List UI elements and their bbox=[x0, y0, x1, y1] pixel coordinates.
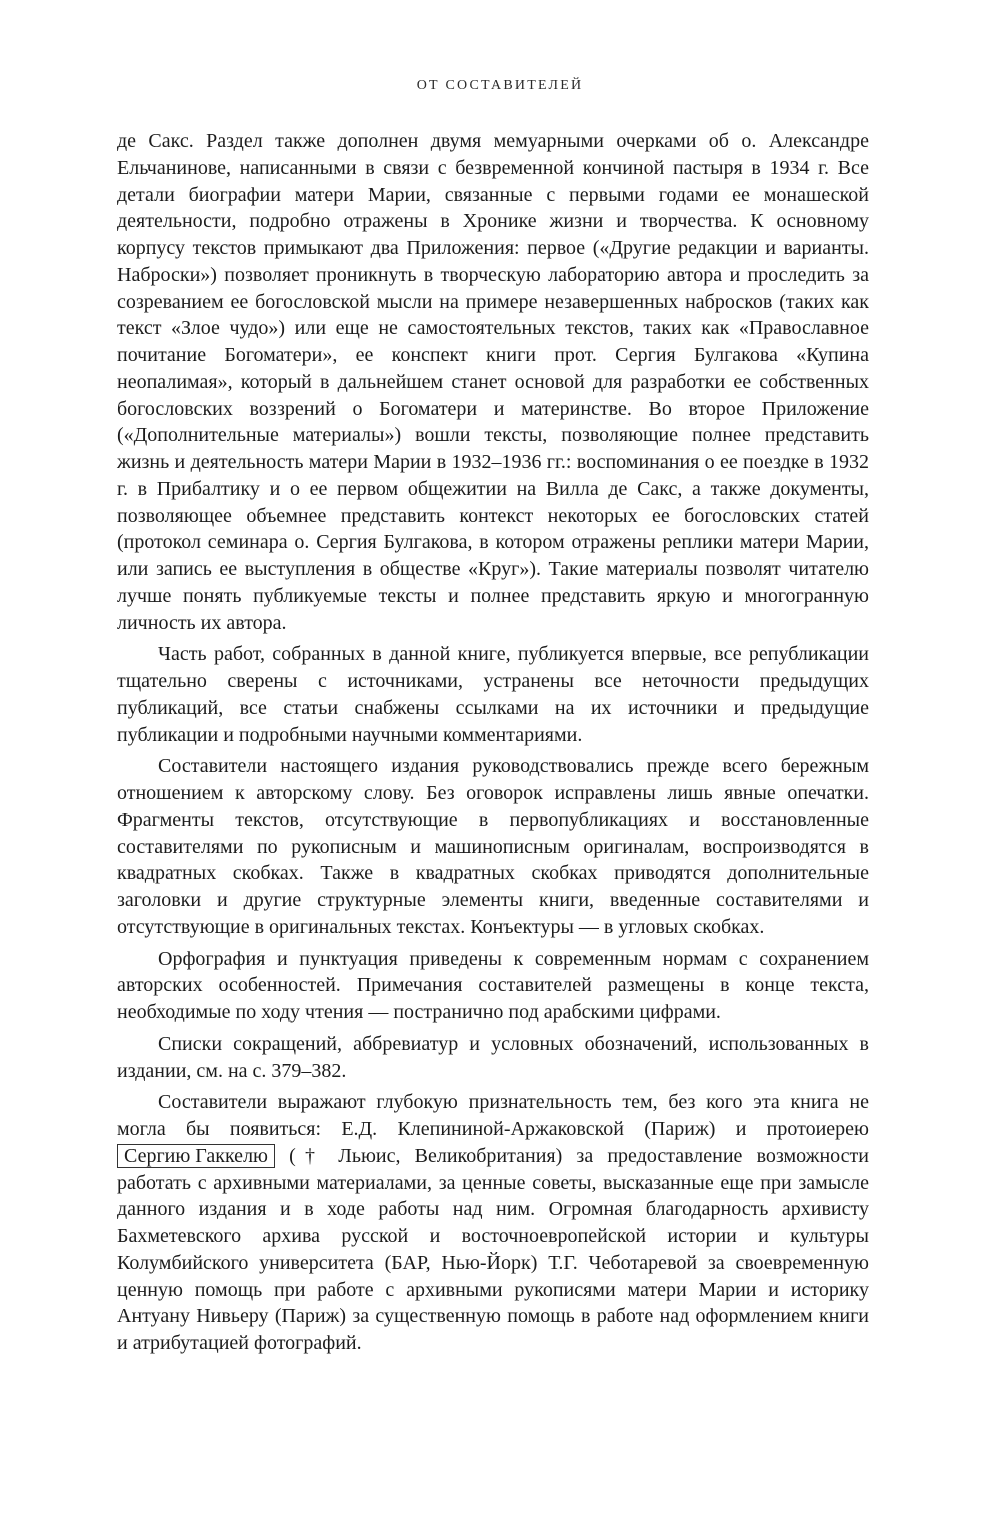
paragraph-publications: Часть работ, собранных в данной книге, публикуется впервые, все републикации тщательно сверены с источниками, устранены все неточности предыдущих публикаций, все статьи снабжены ссылками на их источники и предыдущие публикации и подробными научными комментариями. bbox=[117, 643, 869, 746]
acknowledgements-text-end: († Льюис, Великобритания) за предоставление возможности работать с архивными материалами, за ценные советы, высказанные еще при замысле данного издания и в ходе работы над ним. Огромная благодарность архивисту Бахметевского архива русской и восточноевропейской истории и культуры Колумбийского университета (БАР, Нью-Йорк) Т.Г. Чеботаревой за своевременную ценную помощь при работе с архивными рукописями матери Марии и историку Антуану Нивьеру (Париж) за существенную помощь в работе над оформлением книги и атрибутацией фотографий. bbox=[117, 1144, 869, 1354]
paragraph-continuation: де Сакс. Раздел также дополнен двумя мемуарными очерками об о. Александре Ельчанинове, написанными в связи с безвременной кончиной пастыря в 1934 г. Все детали биографии матери Марии, связанные с первыми годами ее монашеской деятельности, подробно отражены в Хронике жизни и творчества. К основному корпусу текстов примыкают два Приложения: первое («Другие редакции и варианты. Наброски») позволяет проникнуть в творческую лабораторию автора и проследить за созреванием ее богословской мысли на примере незавершенных набросков (таких как текст «Злое чудо») или еще не самостоятельных текстов, таких как «Православное почитание Богоматери», ее конспект книги прот. Сергия Булгакова «Купина неопалимая», который в дальнейшем станет основой для разработки ее собственных богословских воззрений о Богоматери и материнстве. Во второе Приложение («Дополнительные материалы») вошли тексты, позволяющие полнее представить жизнь и деятельность матери Марии в 1932–1936 гг.: воспоминания о ее поездке в 1932 г. в Прибалтику и о ее первом общежитии на Вилла де Сакс, а также документы, позволяющее объемнее представить контекст некоторых ее богословских статей (протокол семинара о. Сергия Булгакова, в котором отражены реплики матери Марии, или запись ее выступления в обществе «Круг»). Такие материалы позволят читателю лучше понять публикуемые тексты и полнее представить яркую и многогранную личность их автора. bbox=[117, 130, 869, 634]
framed-name-memorial: Сергию Гаккелю bbox=[117, 1144, 275, 1168]
paragraph-editorial-principles: Составители настоящего издания руководствовались прежде всего бережным отношением к авторскому слову. Без оговорок исправлены лишь явные опечатки. Фрагменты текстов, отсутствующие в первопубликациях и восстановленные составителями по рукописным и машинописным оригиналам, воспроизводятся в квадратных скобках. Также в квадратных скобках приводятся дополнительные заголовки и другие структурные элементы книги, введенные составителями и отсутствующие в оригинальных текстах. Конъектуры — в угловых скобках. bbox=[117, 755, 869, 938]
paragraph-orthography: Орфография и пунктуация приведены к современным нормам с сохранением авторских особенностей. Примечания составителей размещены в конце текста, необходимые по ходу чтения — постранично под арабскими цифрами. bbox=[117, 947, 869, 1023]
running-head: ОТ СОСТАВИТЕЛЕЙ bbox=[416, 78, 584, 93]
acknowledgements-text-start: Составители выражают глубокую признательность тем, без кого эта книга не могла бы появиться: Е.Д. Клепининой-Аржаковской (Париж) и протоиерею bbox=[117, 1091, 869, 1140]
paragraph-abbreviations: Списки сокращений, аббревиатур и условных обозначений, использованных в издании, см. на с. 379–382. bbox=[117, 1032, 869, 1082]
body-text bbox=[117, 128, 869, 1362]
paragraph-acknowledgements bbox=[117, 1089, 869, 1357]
